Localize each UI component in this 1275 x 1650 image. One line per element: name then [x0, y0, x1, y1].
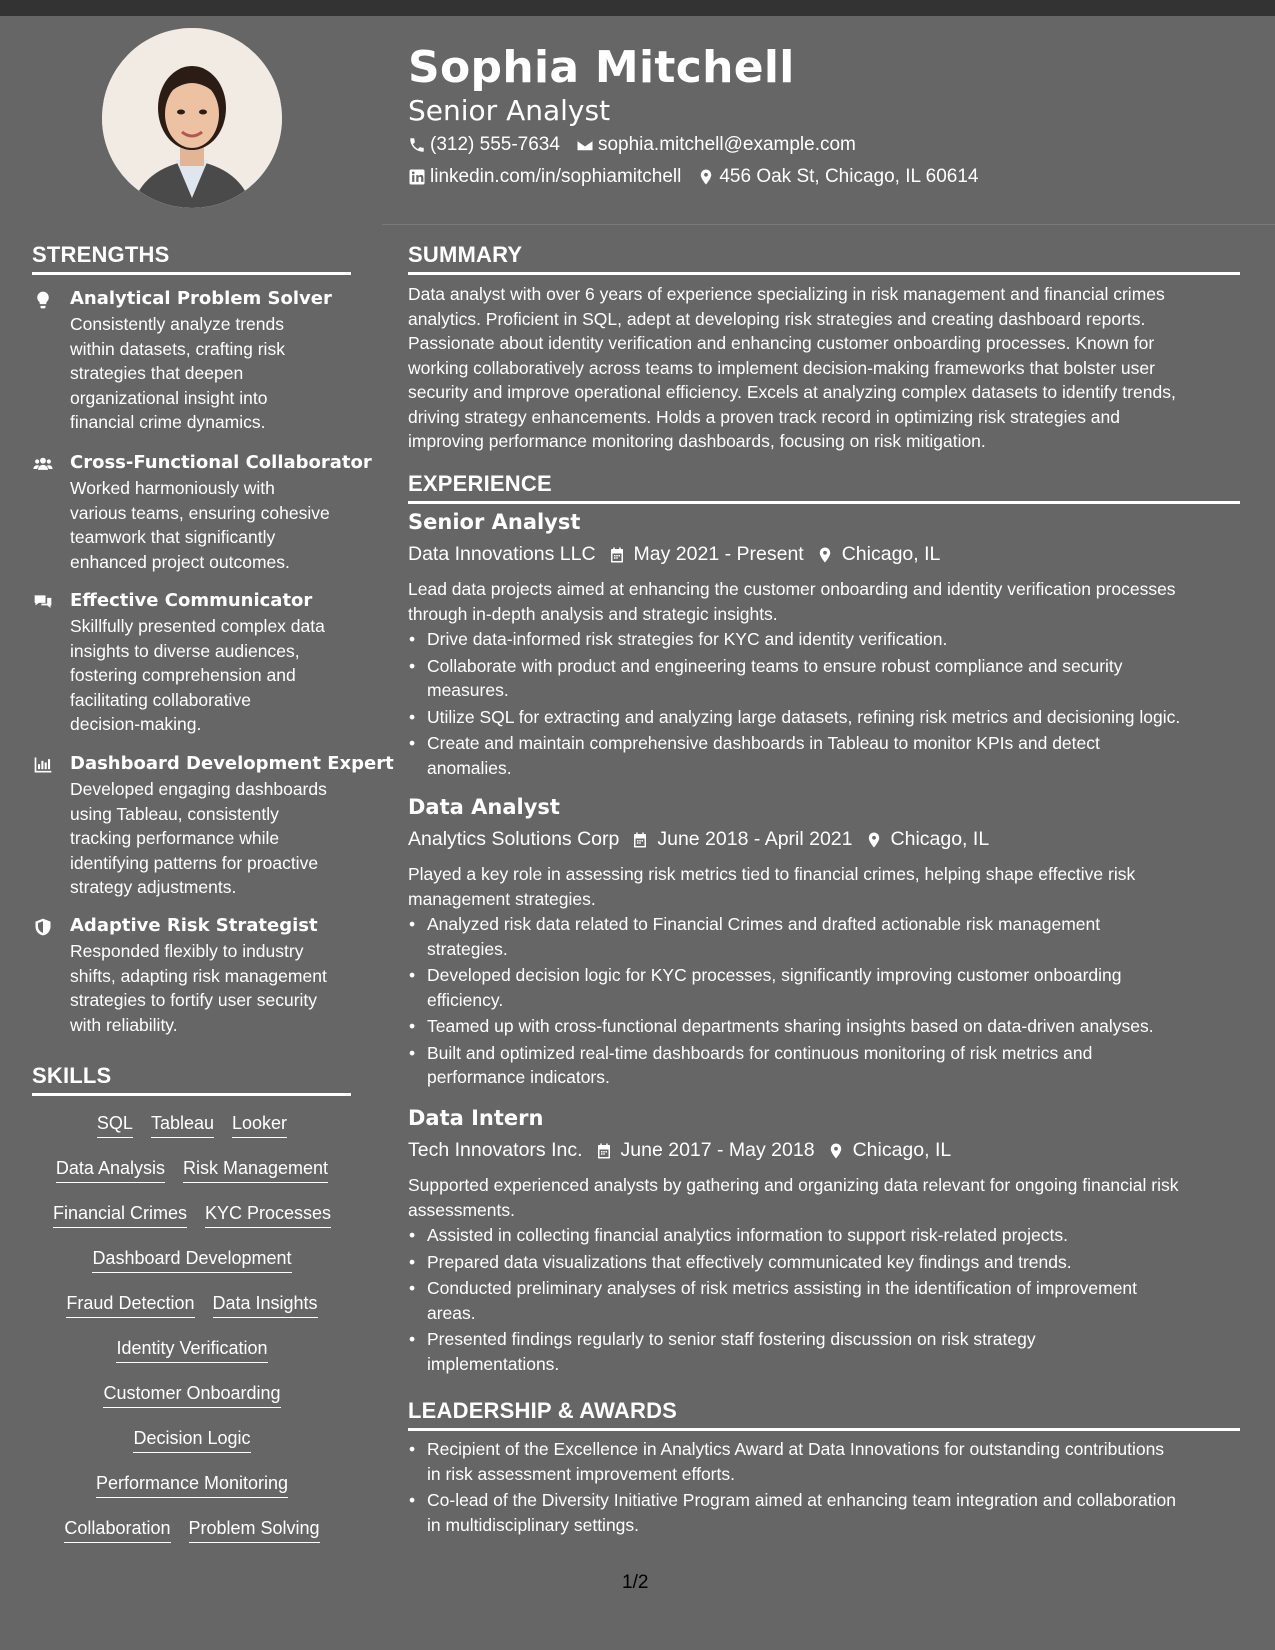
- experience-heading: EXPERIENCE: [408, 471, 552, 496]
- job-summary: Lead data projects aimed at enhancing the customer onboarding and identity verification processes through in-depth analysis and strategic insights.: [408, 579, 1176, 624]
- page-number: 1/2: [622, 1572, 649, 1593]
- skills-row: [32, 1428, 352, 1453]
- strength-title: Dashboard Development Expert: [70, 753, 394, 774]
- skill-tag: Looker: [232, 1113, 287, 1138]
- skill-tag: Decision Logic: [133, 1428, 250, 1453]
- job-dates: June 2017 - May 2018: [620, 1139, 815, 1161]
- job-title: Data Intern: [408, 1106, 544, 1130]
- list-item: • Teamed up with cross-functional departments sharing insights based on data-driven analyses.: [408, 1014, 1240, 1039]
- candidate-name: Sophia Mitchell: [408, 42, 795, 93]
- strength-description: Consistently analyze trends within datasets, crafting risk strategies that deepen organizational insight into financial crime dynamics.: [70, 314, 285, 432]
- job-summary: Played a key role in assessing risk metrics tied to financial crimes, helping shape effective risk management strategies.: [408, 864, 1136, 909]
- address-item: [697, 166, 978, 188]
- strength-description: Skillfully presented complex data insights to diverse audiences, fostering comprehension and facilitating collaborative decision-making.: [70, 616, 325, 734]
- strength-title: Analytical Problem Solver: [70, 288, 332, 309]
- phone-text: (312) 555-7634: [430, 134, 560, 155]
- job-dates: May 2021 - Present: [633, 543, 804, 565]
- summary-heading: SUMMARY: [408, 242, 523, 267]
- leadership-bullets: [408, 1437, 1240, 1539]
- skill-tag: Performance Monitoring: [96, 1473, 288, 1498]
- skill-tag: Risk Management: [183, 1158, 328, 1183]
- skill-tag: Fraud Detection: [66, 1293, 194, 1318]
- job-title: Senior Analyst: [408, 510, 581, 534]
- skill-tag: SQL: [97, 1113, 133, 1138]
- job-meta: [408, 1139, 951, 1162]
- profile-photo: [102, 28, 282, 208]
- address-text: 456 Oak St, Chicago, IL 60614: [719, 166, 979, 187]
- skill-tag: KYC Processes: [205, 1203, 331, 1228]
- skills-row: [32, 1113, 352, 1138]
- skill-tag: Financial Crimes: [53, 1203, 187, 1228]
- summary-rule: [408, 272, 1240, 275]
- job-summary: Supported experienced analysts by gathering and organizing data relevant for ongoing financial risk assessments.: [408, 1175, 1179, 1220]
- header-divider: [382, 224, 1275, 225]
- linkedin-text: linkedin.com/in/sophiamitchell: [430, 166, 682, 187]
- skills-row: [32, 1383, 352, 1408]
- contact-row-1: [408, 134, 856, 156]
- job-meta: [408, 543, 940, 566]
- calendar-icon: [595, 1142, 613, 1160]
- email-item[interactable]: [576, 134, 856, 156]
- skill-tag: Identity Verification: [116, 1338, 267, 1363]
- chart-bar-icon: [32, 755, 54, 775]
- experience-rule: [408, 501, 1240, 504]
- phone-icon: [408, 136, 426, 154]
- envelope-icon: [576, 136, 594, 154]
- job-company: Tech Innovators Inc.: [408, 1139, 583, 1161]
- list-item: • Analyzed risk data related to Financial Crimes and drafted actionable risk management strategies.: [408, 912, 1240, 961]
- skill-tag: Collaboration: [64, 1518, 170, 1543]
- job-location: Chicago, IL: [852, 1139, 952, 1161]
- strength-title: Effective Communicator: [70, 590, 313, 611]
- skills-row: [32, 1248, 352, 1273]
- strength-title: Adaptive Risk Strategist: [70, 915, 318, 936]
- summary-text: Data analyst with over 6 years of experience specializing in risk management and financial crimes analytics. Proficient in SQL, adept at developing risk strategies and creating dashboard reports. Passionate about identity verification and enhancing customer onboarding processes. Known for working collaboratively across teams to implement decision-making frameworks that bolster user security and improve operational efficiency. Excels at analyzing complex datasets to identify trends, driving strategy enhancements. Holds a proven track record in optimizing risk strategies and improving performance monitoring dashboards, focusing on risk mitigation.: [408, 284, 1176, 451]
- job-title: Data Analyst: [408, 795, 560, 819]
- job-company: Analytics Solutions Corp: [408, 828, 620, 850]
- top-bar: [0, 0, 1275, 16]
- list-item: • Assisted in collecting financial analytics information to support risk-related projects.: [408, 1223, 1240, 1248]
- skill-tag: Data Analysis: [56, 1158, 165, 1183]
- skills-row: [32, 1203, 352, 1228]
- skill-tag: Customer Onboarding: [103, 1383, 280, 1408]
- list-item: • Built and optimized real-time dashboards for continuous monitoring of risk metrics and performance indicators.: [408, 1041, 1240, 1090]
- contact-row-2: [408, 166, 978, 188]
- calendar-icon: [608, 546, 626, 564]
- map-pin-icon: [865, 831, 883, 849]
- strengths-rule: [32, 272, 351, 275]
- skills-row: [32, 1293, 352, 1318]
- skills-heading: SKILLS: [32, 1063, 112, 1088]
- strength-description: Worked harmoniously with various teams, ensuring cohesive teamwork that significantly enhanced project outcomes.: [70, 478, 330, 572]
- job-location: Chicago, IL: [890, 828, 990, 850]
- job-meta: [408, 828, 989, 851]
- list-item: • Developed decision logic for KYC processes, significantly improving customer onboarding efficiency.: [408, 963, 1240, 1012]
- list-item: • Collaborate with product and engineering teams to ensure robust compliance and security measures.: [408, 654, 1240, 703]
- strengths-heading: STRENGTHS: [32, 242, 170, 267]
- strength-description: Responded flexibly to industry shifts, adapting risk management strategies to fortify user security with reliability.: [70, 941, 327, 1035]
- strength-title: Cross-Functional Collaborator: [70, 452, 372, 473]
- calendar-icon: [631, 831, 649, 849]
- job-bullets: [408, 912, 1240, 1092]
- skill-tag: Data Insights: [213, 1293, 318, 1318]
- list-item: • Conducted preliminary analyses of risk metrics assisting in the identification of improvement areas.: [408, 1276, 1240, 1325]
- list-item: • Prepared data visualizations that effectively communicated key findings and trends.: [408, 1250, 1240, 1275]
- list-item: • Co-lead of the Diversity Initiative Program aimed at enhancing team integration and collaboration in multidisciplinary settings.: [408, 1488, 1240, 1537]
- map-pin-icon: [697, 168, 715, 186]
- skills-row: [32, 1518, 352, 1543]
- shield-icon: [32, 917, 54, 937]
- skills-row: [32, 1158, 352, 1183]
- phone-item[interactable]: [408, 134, 560, 156]
- map-pin-icon: [827, 1142, 845, 1160]
- skill-tag: Tableau: [151, 1113, 214, 1138]
- job-location: Chicago, IL: [841, 543, 941, 565]
- job-bullets: [408, 1223, 1240, 1378]
- strength-description: Developed engaging dashboards using Tableau, consistently tracking performance while identifying patterns for proactive strategy adjustments.: [70, 779, 327, 897]
- skills-row: [32, 1473, 352, 1498]
- list-item: • Create and maintain comprehensive dashboards in Tableau to monitor KPIs and detect anomalies.: [408, 731, 1240, 780]
- skills-row: [32, 1338, 352, 1363]
- list-item: • Utilize SQL for extracting and analyzing large datasets, refining risk metrics and decisioning logic.: [408, 705, 1240, 730]
- lightbulb-icon: [32, 290, 54, 310]
- job-company: Data Innovations LLC: [408, 543, 596, 565]
- leadership-heading: LEADERSHIP & AWARDS: [408, 1398, 678, 1423]
- skills-rule: [32, 1093, 351, 1096]
- email-text: sophia.mitchell@example.com: [597, 134, 856, 155]
- comments-icon: [32, 592, 54, 612]
- linkedin-item[interactable]: [408, 166, 681, 188]
- skill-tag: Problem Solving: [189, 1518, 320, 1543]
- list-item: • Presented findings regularly to senior staff fostering discussion on risk strategy implementations.: [408, 1327, 1240, 1376]
- skill-tag: Dashboard Development: [92, 1248, 291, 1273]
- list-item: • Recipient of the Excellence in Analytics Award at Data Innovations for outstanding contributions in risk assessment improvement efforts.: [408, 1437, 1240, 1486]
- linkedin-icon: [408, 168, 426, 186]
- job-dates: June 2018 - April 2021: [657, 828, 853, 850]
- map-pin-icon: [816, 546, 834, 564]
- job-bullets: [408, 627, 1240, 782]
- candidate-title: Senior Analyst: [408, 94, 611, 127]
- list-item: • Drive data-informed risk strategies for KYC and identity verification.: [408, 627, 1240, 652]
- leadership-rule: [408, 1428, 1240, 1431]
- users-icon: [32, 454, 54, 474]
